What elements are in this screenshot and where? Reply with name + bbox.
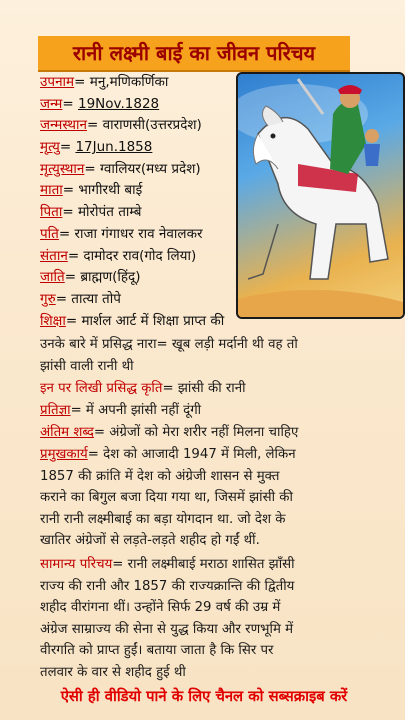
fact-row-caste	[40, 267, 400, 289]
fact-row-husband	[40, 224, 400, 246]
fact-label: मृत्युस्थान	[40, 160, 85, 177]
fact-value: मनु,मणिकर्णिका	[89, 74, 169, 90]
fact-value: तात्या तोपे	[71, 290, 121, 307]
general-intro-line: शहीद वीरांगना थीं। उन्होंने सिर्फ 29 वर्ष की उम्र में	[40, 600, 281, 616]
main-work-line: खातिर अंग्रेजों से लड़ते-लड़ते शहीद हो गईं थीं.	[40, 533, 260, 549]
famous-work-row	[40, 378, 395, 400]
fact-sep: =	[64, 269, 81, 286]
fact-label: पति	[40, 225, 59, 242]
page-title: रानी लक्ष्मी बाई का जीवन परिचय	[38, 36, 350, 72]
fact-value: राजा गंगाधर राव नेवालकर	[74, 225, 203, 242]
pledge-row	[40, 400, 395, 422]
last-words-row	[40, 422, 395, 444]
fact-row-mother	[40, 180, 400, 202]
general-intro-line: = रानी लक्ष्मीबाई मराठा शासित झाँसी	[112, 557, 295, 572]
fact-value: मोरोपंत ताम्बे	[77, 204, 142, 221]
fact-row-nickname	[40, 72, 400, 94]
fact-label: माता	[40, 182, 63, 199]
pledge-label: प्रतिज्ञा	[40, 403, 71, 418]
fact-value: वाराणसी(उत्तरप्रदेश)	[102, 117, 202, 134]
fact-row-birthplace	[40, 115, 400, 137]
fact-value: 19Nov.1828	[78, 95, 160, 112]
pledge-value: = में अपनी झांसी नहीं दूंगी	[70, 403, 202, 418]
slogan-line: उनके बारे में प्रसिद्ध नारा= खूब लड़ी मर्दानी थी वह तो	[40, 337, 298, 352]
main-work-line: कराने का बिगुल बजा दिया गया था, जिसमें झांसी की	[40, 490, 293, 506]
fact-sep: =	[65, 312, 82, 329]
fact-row-death	[40, 137, 400, 159]
fact-label: जन्म	[40, 95, 63, 112]
fact-sep: =	[84, 160, 101, 177]
main-work-line: 1857 की क्रांति में देश को अंग्रेजी शासन से मुक्त	[40, 468, 280, 484]
fact-label: उपनाम	[40, 74, 75, 90]
fact-label: जाति	[40, 269, 65, 286]
fact-value: 17Jun.1858	[75, 139, 153, 156]
fact-row-birth	[40, 94, 400, 116]
fact-row-education	[40, 311, 400, 333]
general-intro-line: राज्य की रानी और 1857 की राज्यक्रान्ति की द्वितीय	[40, 578, 295, 594]
fact-label: शिक्षा	[40, 312, 66, 329]
fact-label: पिता	[40, 204, 63, 221]
fact-value: ब्राह्मण(हिंदू)	[80, 269, 141, 286]
fact-sep: =	[67, 247, 84, 264]
fact-sep: =	[55, 290, 72, 307]
slogan-line: झांसी वाली रानी थी	[40, 358, 134, 374]
general-intro-line: तलवार के वार से शहीद हुई थी	[40, 664, 186, 680]
facts-list	[40, 72, 400, 332]
main-work-line: रानी रानी लक्ष्मीबाई का बड़ा योगदान था. जो देश के	[40, 511, 286, 527]
fact-row-guru	[40, 289, 400, 311]
general-intro-line: अंग्रेज साम्राज्य की सेना से युद्ध किया और रणभूमि में	[40, 621, 294, 637]
fact-row-father	[40, 202, 400, 224]
subscribe-call-to-action: ऐसी ही वीडियो पाने के लिए चैनल को सब्सक्राइब करें	[60, 688, 348, 705]
fact-value: मार्शल आर्ट में शिक्षा प्राप्त की	[81, 312, 225, 329]
fact-sep: =	[62, 182, 79, 199]
main-work-line: = देश को आजादी 1947 में मिली, लेकिन	[87, 447, 296, 462]
general-intro-label: सामान्य परिचय	[40, 557, 113, 572]
fact-value: दामोदर राव(गोद लिया)	[83, 247, 197, 264]
general-intro-block	[40, 554, 395, 684]
famous-work-label: इन पर लिखी प्रसिद्ध कृति	[40, 381, 163, 396]
fact-label: गुरु	[40, 290, 56, 307]
fact-sep: =	[59, 139, 76, 156]
fact-sep: =	[74, 74, 90, 90]
last-words-value: = अंग्रेजों को मेरा शरीर नहीं मिलना चाहिए	[93, 425, 299, 440]
main-work-label: प्रमुखकार्य	[40, 447, 88, 462]
main-work-block	[40, 444, 395, 552]
fact-row-child	[40, 246, 400, 268]
fact-label: संतान	[40, 247, 68, 264]
fact-value: भागीरथी बाई	[78, 182, 143, 199]
general-intro-line: वीरगति को प्राप्त हुईं। बताया जाता है कि सिर पर	[40, 643, 274, 659]
fact-sep: =	[62, 95, 78, 112]
fact-label: मृत्यु	[40, 139, 60, 156]
fact-sep: =	[58, 225, 75, 242]
fact-value: ग्वालियर(मध्य प्रदेश)	[100, 160, 201, 177]
fact-label: जन्मस्थान	[40, 117, 87, 134]
fact-sep: =	[62, 204, 78, 221]
fact-row-deathplace	[40, 159, 400, 181]
famous-work-value: = झांसी की रानी	[162, 381, 246, 396]
slogan-block	[40, 334, 395, 377]
last-words-label: अंतिम शब्द	[40, 425, 94, 440]
fact-sep: =	[86, 117, 103, 134]
